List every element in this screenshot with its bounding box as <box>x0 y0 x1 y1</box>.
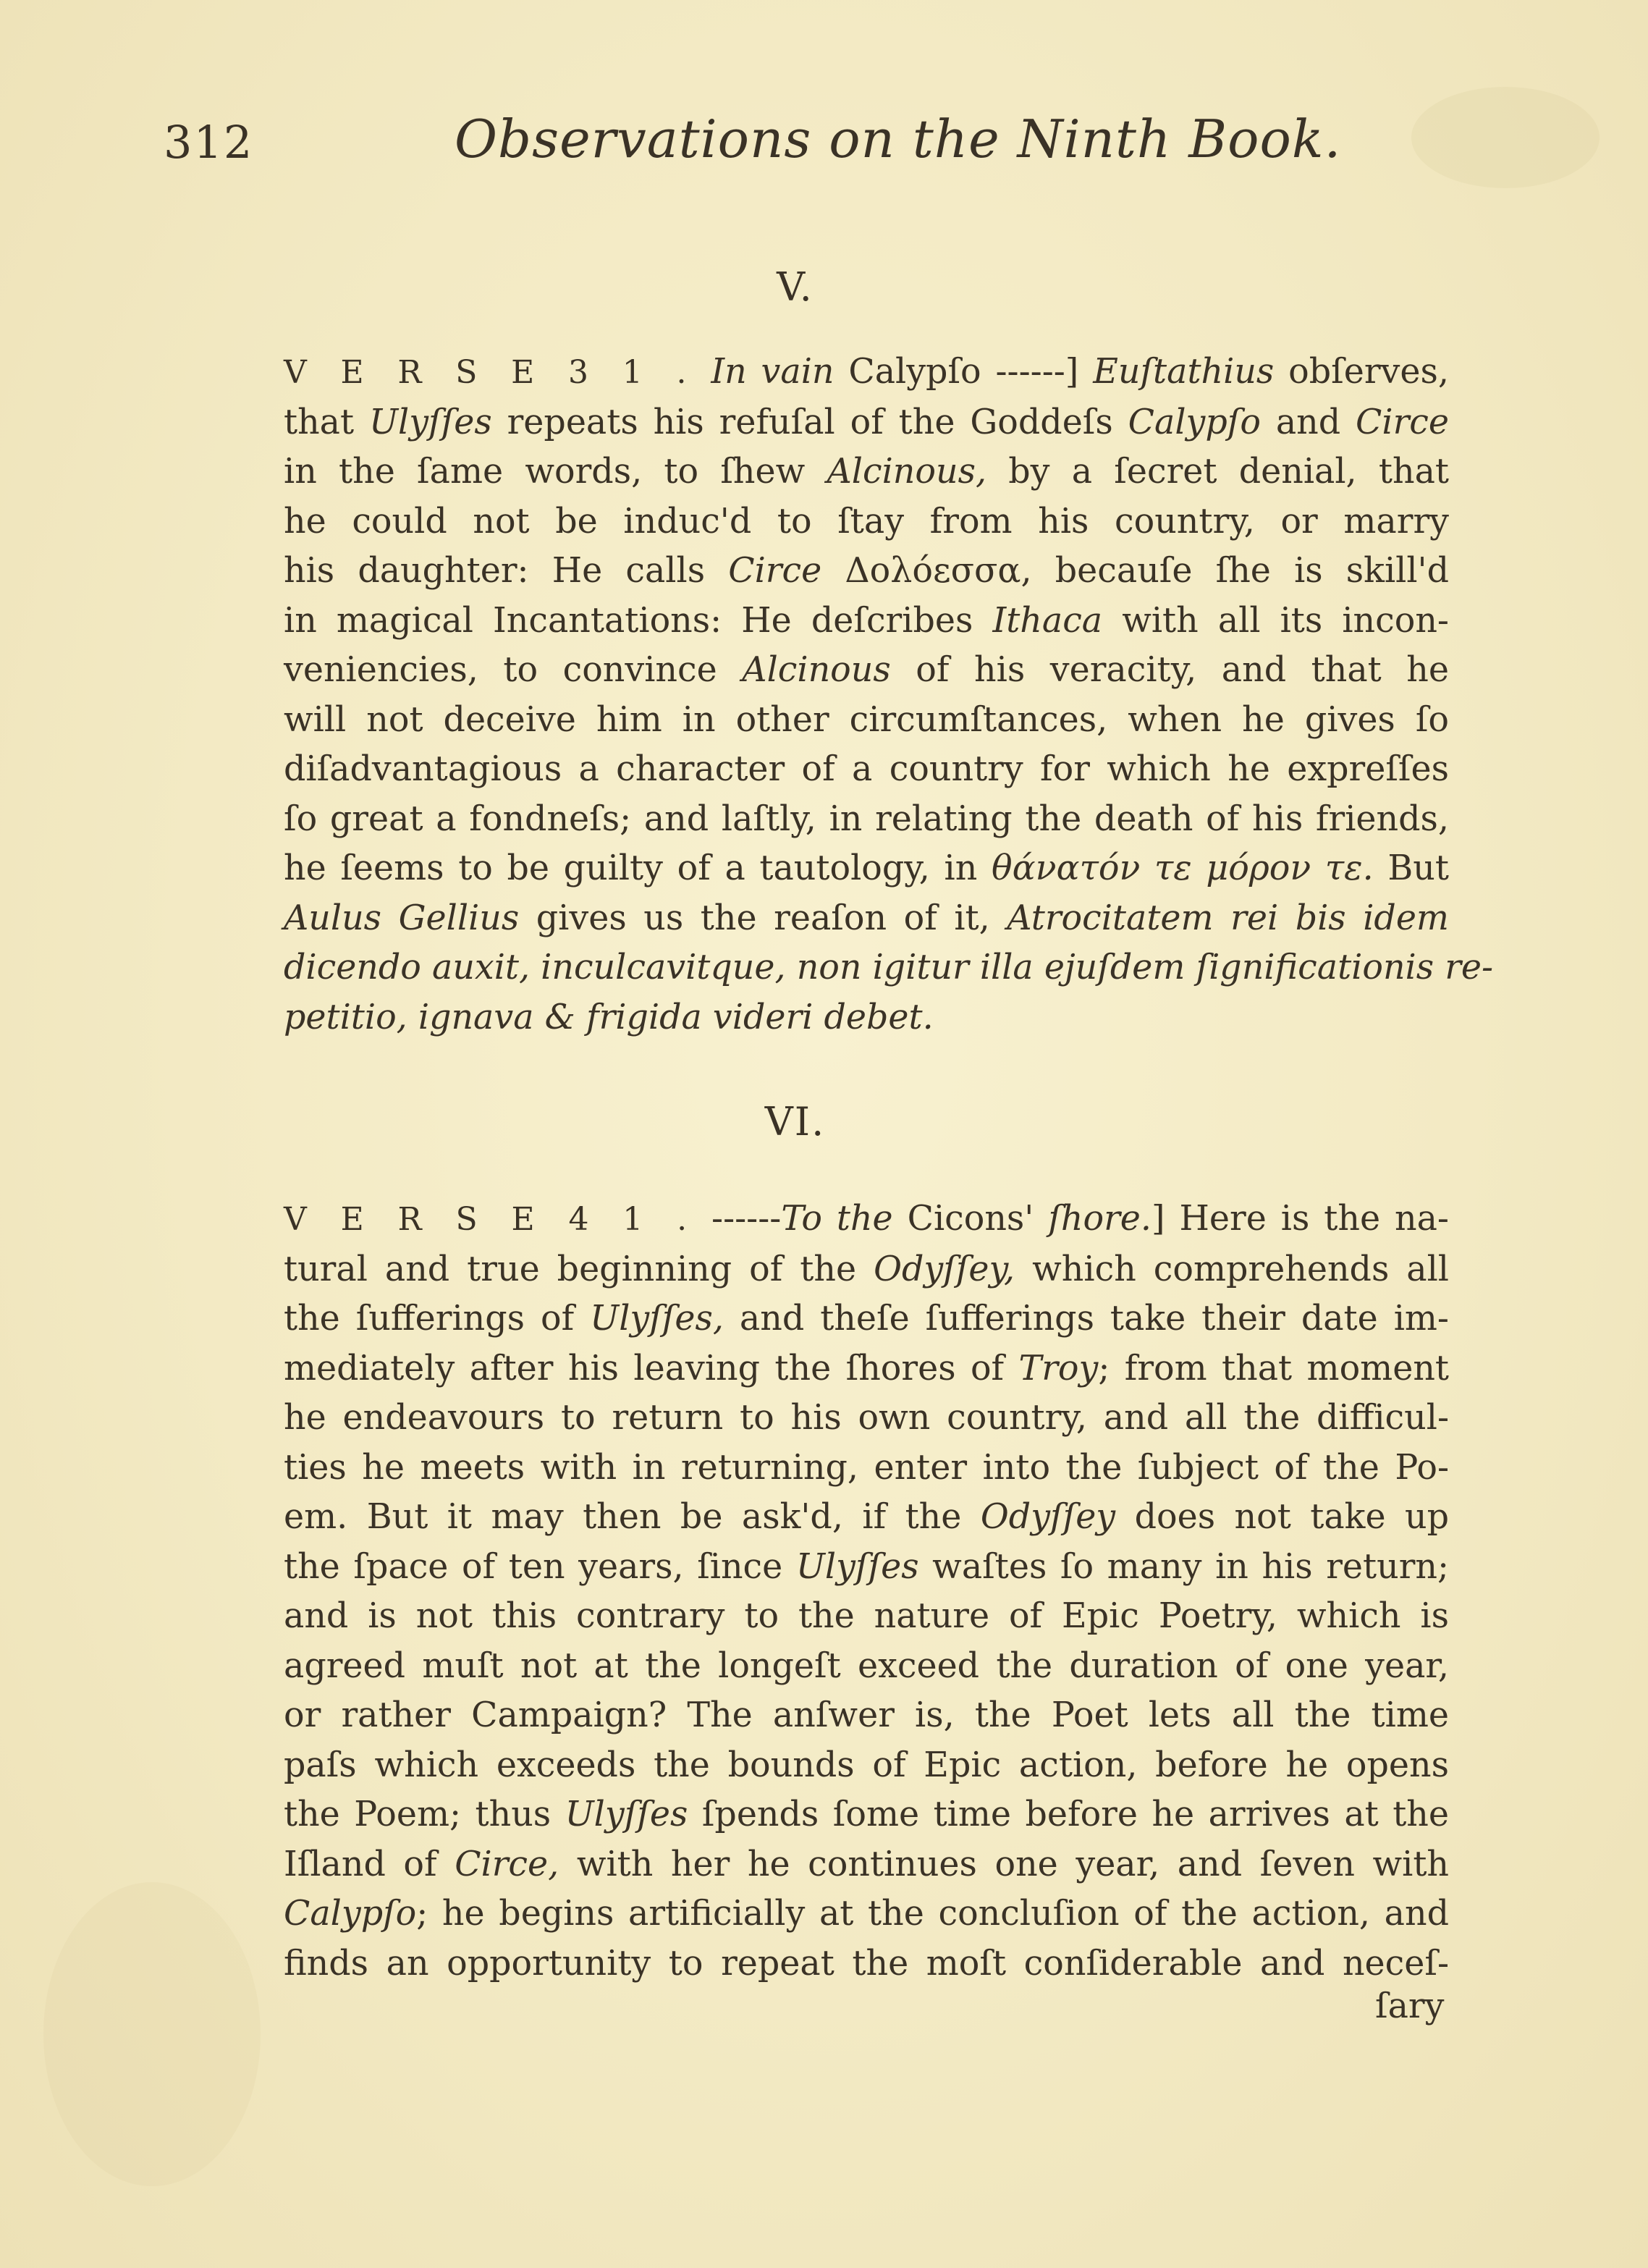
text-line: the Poem; thus Ulyſſes ſpends ſome time before he arrives at the <box>284 1795 1449 1834</box>
text-line: agreed muſt not at the longeſt exceed the duration of one year, <box>284 1645 1449 1686</box>
text-line: finds an opportunity to repeat the moſt conſiderable and neceſ- <box>284 1943 1449 1984</box>
text-line: dicendo auxit, inculcavitque, non igitur illa ejuſdem ſignificationis re- <box>284 948 1494 987</box>
section-v-text <box>284 347 1494 1042</box>
text-line: diſadvantagious a character of a country for which he expreſſes <box>284 749 1449 789</box>
text-line: he endeavours to return to his own country, and all the difficul- <box>284 1398 1449 1438</box>
text-line: the ſpace of ten years, ſince Ulyſſes waſtes ſo many in his return; <box>284 1546 1449 1587</box>
paper-stain <box>1411 87 1600 188</box>
text-line: tural and true beginning of the Odyſſey, which comprehends all <box>284 1249 1450 1289</box>
text-line: Aulus Gellius gives us the reaſon of it, Atrocitatem rei bis idem <box>284 898 1449 938</box>
text-line: in the ſame words, to ſhew Alcinous, by a ſecret denial, that <box>284 452 1449 492</box>
text-line: or rather Campaign? The anſwer is, the Poet lets all the time <box>284 1695 1449 1735</box>
text-line: mediately after his leaving the ſhores of Troy; from that moment <box>284 1348 1449 1388</box>
text-line: ties he meets with in returning, enter into the ſubject of the Po- <box>284 1447 1449 1488</box>
section-heading-vi: VI. <box>764 1099 826 1144</box>
running-title: Observations on the Ninth Book. <box>455 109 1342 169</box>
text-line: his daughter: He calls Circe Δολόεσσα, becauſe ſhe is skill'd <box>284 551 1449 591</box>
text-line: the ſufferings of Ulyſſes, and theſe ſufferings take their date im- <box>284 1299 1449 1339</box>
text-line: Iſland of Circe, with her he continues one year, and ſeven with <box>284 1844 1450 1884</box>
text-line: em. But it may then be ask'd, if the Odyſſey does not take up <box>284 1497 1449 1537</box>
text-line: paſs which exceeds the bounds of Epic action, before he opens <box>284 1745 1449 1785</box>
text-line: ſo great a fondneſs; and laſtly, in relating the death of his friends, <box>284 798 1449 839</box>
paper-stain <box>43 1882 261 2186</box>
catchword: ſary <box>1375 1986 1445 2026</box>
text-line: V E R S E 4 1 . ------To the Cicons' ſhore.] Here is the na- <box>284 1199 1449 1239</box>
text-line: he ſeems to be guilty of a tautology, in θάνατόν τε μόρον τε. But <box>284 848 1449 888</box>
text-line: will not deceive him in other circumſtances, when he gives ſo <box>284 699 1449 740</box>
text-line: veniencies, to convince Alcinous of his veracity, and that he <box>284 650 1449 690</box>
text-line: he could not be induc'd to ſtay from his country, or marry <box>284 501 1449 541</box>
text-line: petitio, ignava & frigida videri debet. <box>284 997 934 1037</box>
text-line: V E R S E 3 1 . In vain Calypſo ------] Euſtathius obſerves, <box>284 352 1449 392</box>
section-vi-text <box>284 1194 1449 1989</box>
page-number: 312 <box>164 116 254 169</box>
text-line: and is not this contrary to the nature of Epic Poetry, which is <box>284 1596 1449 1636</box>
text-line: in magical Incantations: He deſcribes Ithaca with all its incon- <box>284 600 1449 641</box>
section-heading-v: V. <box>777 264 814 310</box>
text-line: that Ulyſſes repeats his refuſal of the Goddeſs Calypſo and Circe <box>284 402 1449 442</box>
text-line: Calypſo; he begins artificially at the concluſion of the action, and <box>284 1894 1449 1934</box>
